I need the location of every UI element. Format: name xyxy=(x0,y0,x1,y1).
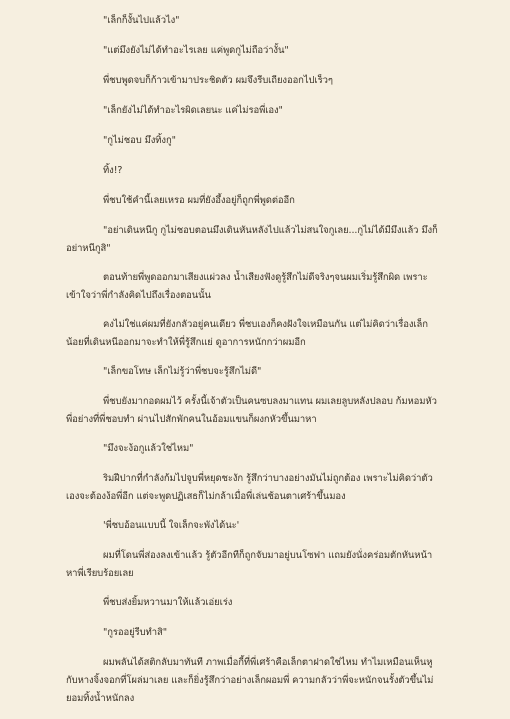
paragraph: ผมพลันได้สติกลับมาทันที ภาพเมื่อกี้ที่พี่เศร้าคือเล็กตาฝาดใช่ไหม ทำไมเหมือนเห็นหูกับหางจิ้งจอกที่โผล่มาเลย และก็ยิ่งรู้สึกว่าอย่างเล็กผอมพี่ ความกลัวว่าพี่จะหนักจนรั้งตัวขึ้นไม่ยอมทิ้งน้ำหนักลง xyxy=(66,657,434,704)
paragraph: "เล็กยังไม่ได้ทำอะไรผิดเลยนะ แค่ไม่รอพี่เอง" xyxy=(103,105,283,116)
paragraph: คงไม่ใช่แค่ผมที่ยังกลัวอยู่คนเดียว พี่ชบเองก็คงฝังใจเหมือนกัน แต่ไม่คิดว่าเรื่องเล็กน้อยที่เดินหนีออกมาจะทำให้พี่รู้สึกแย่ ดูอาการหนักกว่าผมอีก xyxy=(66,319,428,348)
paragraph: "อย่าเดินหนีกู กูไม่ชอบตอนมึงเดินหันหลังไปแล้วไม่สนใจกูเลย...กูไม่ได้มีมึงแล้ว มึงก็อย่าหนีกูสิ" xyxy=(66,225,438,254)
paragraph: พี่ชบพูดจบก็ก้าวเข้ามาประชิดตัว ผมจึงรีบเถียงออกไปเร็วๆ xyxy=(103,75,333,86)
paragraph: "แต่มึงยังไม่ได้ทำอะไรเลย แค่พูดกูไม่ถือว่างั้น" xyxy=(103,45,289,56)
paragraph: ริมฝีปากที่กำลังก้มไปจูบพี่หยุดชะงัก รู้สึกว่าบางอย่างมันไม่ถูกต้อง เพราะไม่คิดว่าตัวเองจะต้องง้อพี่อีก แต่จะพูดปฏิเสธก็ไม่กล้าเมื่อพี่เล่นช้อนตาเศร้าขึ้นมอง xyxy=(66,473,433,502)
paragraph: พี่ชบส่งยิ้มหวานมาให้แล้วเอ่ยเร่ง xyxy=(103,597,233,608)
paragraph: "มึงจะง้อกูแล้วใช่ไหม" xyxy=(103,443,194,454)
paragraph: พี่ชบยังมากอดผมไว้ ครั้งนี้เจ้าตัวเป็นคนซบลงมาแทน ผมเลยลูบหลังปลอบ ก้มหอมหัวพี่อย่างที่พี่ชอบทำ ผ่านไปสักพักคนในอ้อมแขนก็ผงกหัวขึ้นมาหา xyxy=(66,396,437,425)
paragraph: พี่ชบใช้คำนี้เลยเหรอ ผมที่ยังอึ้งอยู่ก็ถูกพี่พูดต่ออีก xyxy=(103,195,295,206)
paragraph: "กูไม่ชอบ มึงทิ้งกู" xyxy=(103,135,176,146)
paragraph: ทิ้ง!? xyxy=(103,165,123,176)
paragraph: "เล็กก็งั้นไปแล้วไง" xyxy=(103,15,180,26)
paragraph: "กูรออยู่รีบทำสิ" xyxy=(103,627,167,638)
paragraph: ผมที่โดนพี่ส่องลงเข้าแล้ว รู้ตัวอีกทีก็ถูกจับมาอยู่บนโซฟา แถมยังนั่งคร่อมตักหันหน้าหาพี่เรียบร้อยเลย xyxy=(66,550,433,579)
paragraph: "เล็กขอโทษ เล็กไม่รู้ว่าพี่ชบจะรู้สึกไม่ดี" xyxy=(103,366,262,377)
story-text xyxy=(0,12,510,719)
paragraph: ตอนท้ายพี่พูดออกมาเสียงแผ่วลง น้ำเสียงฟังดูรู้สึกไม่ดีจริงๆจนผมเริ่มรู้สึกผิด เพราะเข้าใจว่าพี่กำลังคิดไปถึงเรื่องตอนนั้น xyxy=(66,272,428,301)
paragraph: 'พี่ชบอ้อนแบบนี้ ใจเล็กจะพังได้นะ' xyxy=(103,520,240,531)
